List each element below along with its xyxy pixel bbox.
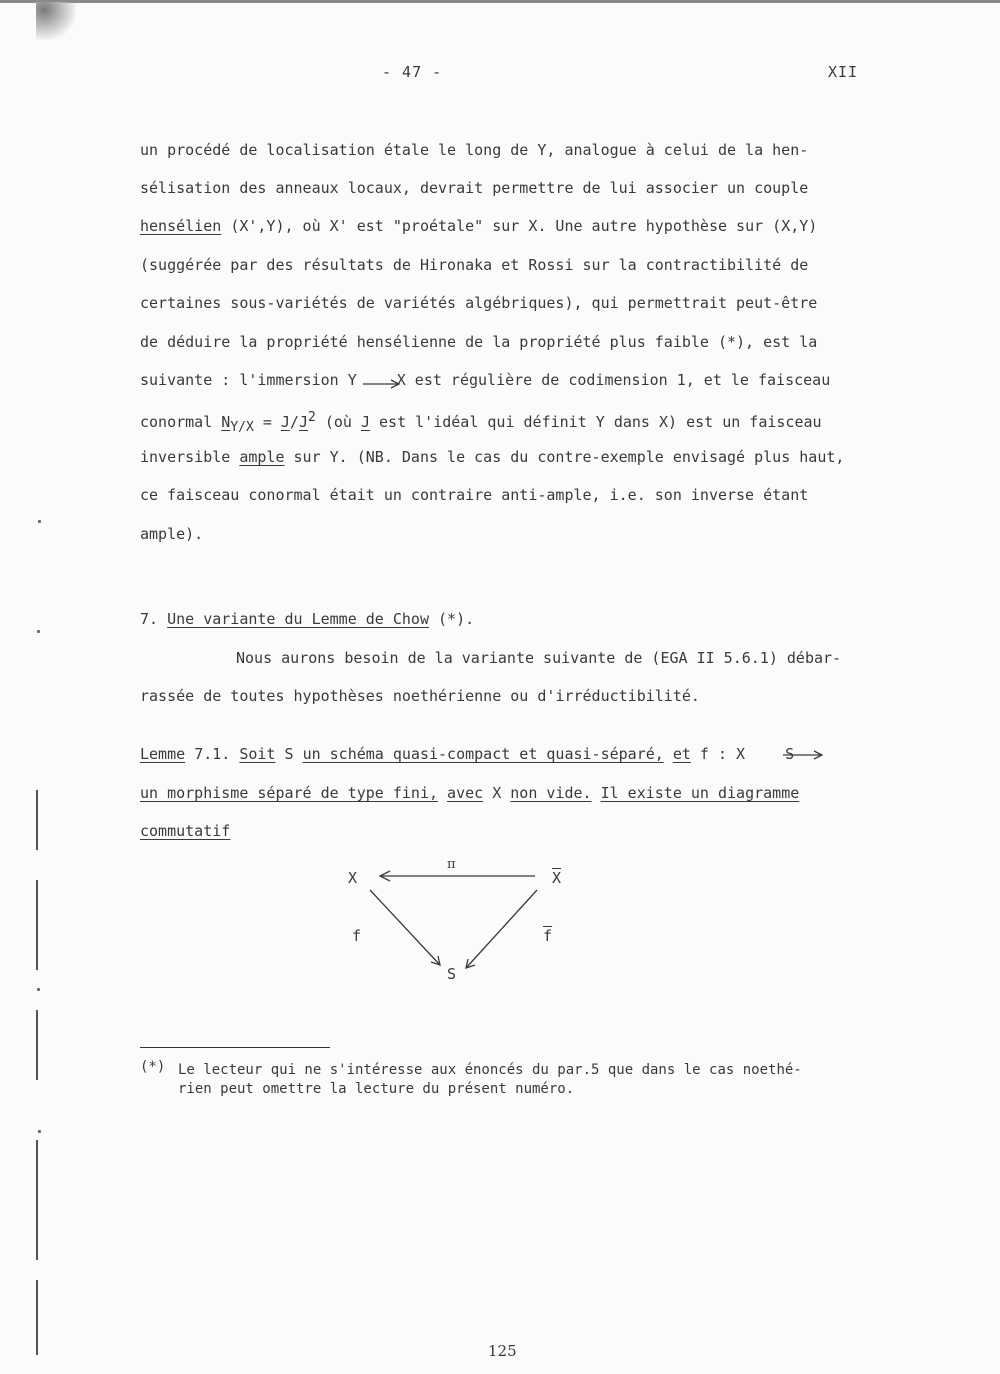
text-line: certaines sous-variétés de variétés algébriques), qui permettrait peut-être — [140, 294, 818, 312]
arrow-left-icon — [380, 871, 535, 881]
section-title-suffix: (*). — [438, 610, 475, 628]
text-line: sélisation des anneaux locaux, devrait permettre de lui associer un couple — [140, 179, 809, 197]
footnote-line: rien peut omettre la lecture du présent numéro. — [178, 1081, 575, 1097]
diagram-node-Xbar: $\overline{X}$ — [552, 869, 562, 887]
diagram-label-pi: π — [447, 857, 456, 872]
superscript-2: 2 — [307, 410, 316, 425]
symbol-N: N — [221, 413, 231, 431]
page-marker: - 47 - — [382, 63, 443, 81]
footnote-mark: (*) — [140, 1059, 166, 1075]
text-fragment: inversible — [140, 448, 231, 466]
text-fragment: (où — [324, 413, 352, 431]
text-fragment: (X',Y), où X' est "proétale" sur X. Une autre hypothèse sur (X,Y) — [230, 217, 818, 235]
footnote-line: Le lecteur qui ne s'intéresse aux énoncés du par.5 que dans le cas noethé- — [178, 1062, 802, 1078]
footnote-rule — [140, 1047, 330, 1048]
term-ample: ample — [239, 448, 285, 466]
lemma-text: Soit — [239, 745, 276, 763]
symbol-J-ideal: J — [360, 413, 370, 431]
lemma-text: Il existe un diagramme — [600, 784, 800, 802]
lemma-text: et — [672, 745, 691, 763]
diagram-node-X: X — [348, 869, 358, 887]
symbol-N-subscript: Y/X — [230, 420, 254, 435]
text-fragment: X est régulière de codimension 1, et le faisceau — [396, 371, 831, 389]
text-line: rassée de toutes hypothèses noethérienne ou d'irréductibilité. — [140, 687, 700, 705]
lemma-text: X — [492, 784, 502, 802]
page-number: 125 — [488, 1342, 517, 1360]
term-henselien: hensélien — [140, 217, 222, 235]
lemma-text: S — [785, 745, 795, 763]
text-fragment: est l'idéal qui définit Y dans X) est un faisceau — [379, 413, 822, 431]
section-number: 7. — [140, 610, 159, 628]
symbol-J-squared: J — [298, 413, 308, 431]
arrow-right-icon — [783, 751, 822, 759]
text-line: Nous aurons besoin de la variante suivante de (EGA II 5.6.1) débar- — [236, 649, 842, 667]
lemma-text: avec — [447, 784, 484, 802]
lemma-text: f : X — [699, 745, 746, 763]
arrow-down-left-icon — [466, 890, 537, 968]
chapter-number: XII — [828, 63, 859, 81]
text-fragment: sur Y. (NB. Dans le cas du contre-exemple envisagé plus haut, — [293, 448, 845, 466]
text-fragment: conormal — [140, 413, 213, 431]
symbol-slash: / — [289, 413, 299, 431]
lemma-text: non vide. — [510, 784, 592, 802]
symbol-equals: = — [262, 413, 272, 431]
text-line: de déduire la propriété hensélienne de la propriété plus faible (*), est la — [140, 333, 818, 351]
text-line: ample). — [140, 525, 204, 543]
lemma-label: Lemme — [140, 745, 186, 763]
text-fragment: suivante : l'immersion Y — [140, 371, 357, 389]
text-line: (suggérée par des résultats de Hironaka et Rossi sur la contractibilité de — [140, 256, 809, 274]
lemma-number: 7.1. — [194, 745, 231, 763]
lemma-text: S — [284, 745, 294, 763]
text-line: ce faisceau conormal était un contraire anti-ample, i.e. son inverse étant — [140, 486, 809, 504]
lemma-text: un morphisme séparé de type fini, — [140, 784, 439, 802]
diagram-label-f: f — [352, 927, 362, 945]
lemma-text: un schéma quasi-compact et quasi-séparé, — [302, 745, 664, 763]
symbol-J: J — [280, 413, 290, 431]
diagram-node-S: S — [447, 965, 457, 983]
lemma-text: commutatif — [140, 822, 231, 840]
text-line: un procédé de localisation étale le long de Y, analogue à celui de la hen- — [140, 141, 809, 159]
diagram-label-fbar: $\overline{f}$ — [543, 927, 553, 945]
arrow-right-icon — [363, 380, 399, 388]
section-title: Une variante du Lemme de Chow — [167, 610, 429, 628]
arrow-down-right-icon — [370, 890, 440, 965]
